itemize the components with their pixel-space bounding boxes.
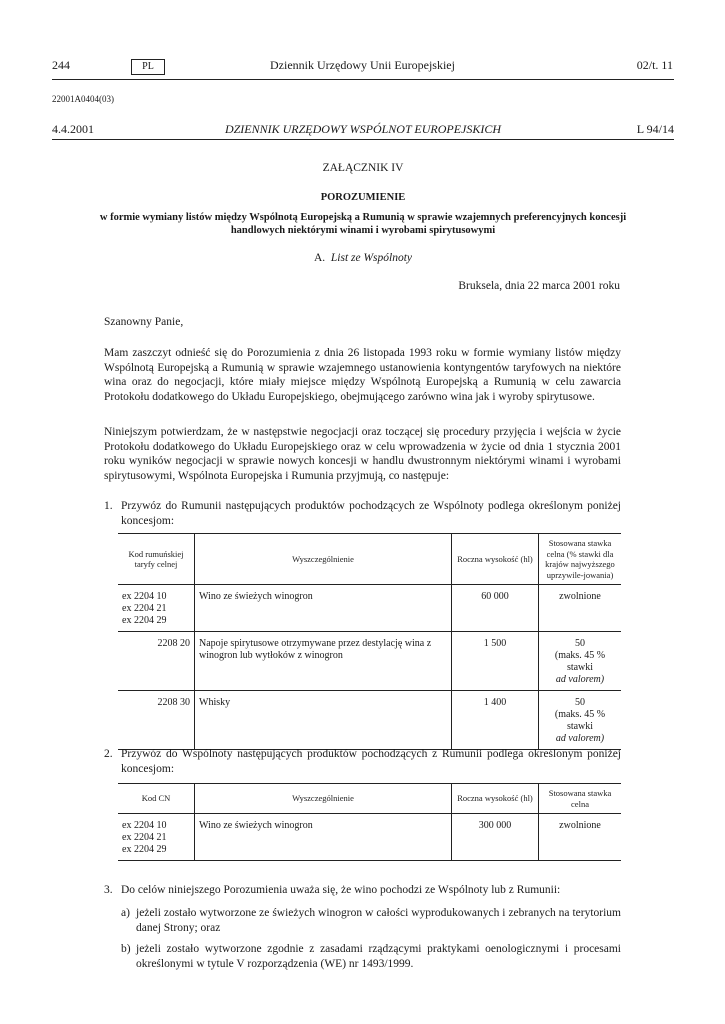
- tariff-code-cell: 2208 20: [118, 632, 195, 691]
- duty-rate-value: zwolnione: [559, 591, 601, 602]
- agreement-subtitle-line1: w formie wymiany listów między Wspólnotą Europejską a Rumunią w sprawie wzajemnych preferencyjnych koncesji: [99, 212, 627, 223]
- letter-prefix: A.: [313, 252, 326, 264]
- community-import-table: [118, 783, 621, 861]
- volume-number: 02/t. 11: [636, 58, 673, 72]
- col-header-quantity: Roczna wysokość (hl): [452, 784, 539, 814]
- original-journal-header: [52, 122, 674, 138]
- point-3-number: 3.: [104, 884, 113, 896]
- duty-rate-ad-valorem: ad valorem): [555, 674, 605, 685]
- point-2: [104, 747, 621, 776]
- header-rule: [52, 79, 674, 80]
- paragraph-2: Niniejszym potwierdzam, że w następstwie negocjacji oraz toczącej się procedury przyjęcia i wejścia w życie Protokołu dodatkowego do Układu Europejskiego oraz w celu wprowadzenia w życie od dnia 1 stycznia 2001 roku wyników negocjacji w sprawie nowych koncesji w handlu dwustronnym niektórymi winami i wyrobami spirytusowymi, Wspólnota Europejska i Rumunia przyjmują, co następuje:: [104, 426, 621, 482]
- col-header-description: Wyszczególnienie: [195, 534, 452, 585]
- cn-code: ex 2204 29: [122, 844, 167, 855]
- point-3b: [121, 942, 621, 971]
- cn-code-cell: [118, 814, 195, 861]
- table-row: [118, 691, 621, 750]
- table-row: [118, 585, 621, 632]
- description-cell: Wino ze świeżych winogron: [195, 814, 452, 861]
- table-row: [118, 814, 621, 861]
- col-header-description: Wyszczególnienie: [195, 784, 452, 814]
- running-header: [30, 58, 695, 76]
- language-badge: PL: [131, 59, 165, 75]
- col-header-tariff-code: Kod rumuńskiej taryfy celnej: [118, 534, 195, 585]
- duty-rate-cell: [539, 585, 622, 632]
- duty-rate-note: (maks. 45 % stawki: [554, 709, 606, 732]
- duty-rate-value: 50: [575, 697, 585, 708]
- cn-code: ex 2204 21: [122, 832, 167, 843]
- dateline: Bruksela, dnia 22 marca 2001 roku: [458, 280, 620, 292]
- col-header-duty-rate: Stosowana stawka celna (% stawki dla krajów najwyższego uprzywile-jowania): [539, 534, 622, 585]
- annex-title: ZAŁĄCZNIK IV: [322, 162, 404, 174]
- point-1: [104, 499, 621, 528]
- col-header-quantity: Roczna wysokość (hl): [452, 534, 539, 585]
- salutation: Szanowny Panie,: [104, 316, 184, 328]
- table-header-row: [118, 534, 621, 585]
- quantity-cell: 1 400: [452, 691, 539, 750]
- description-cell: Napoje spirytusowe otrzymywane przez destylację wina z winogron lub wytłoków z winogron: [195, 632, 452, 691]
- agreement-subtitle: [52, 211, 674, 237]
- point-3b-letter: b): [121, 943, 131, 955]
- col-header-cn-code: Kod CN: [118, 784, 195, 814]
- tariff-code-cell: 2208 30: [118, 691, 195, 750]
- quantity-cell: 1 500: [452, 632, 539, 691]
- duty-rate-cell: [539, 632, 622, 691]
- celex-number: 22001A0404(03): [52, 94, 114, 104]
- journal-reference: L 94/14: [636, 122, 674, 136]
- point-3a-text: jeżeli zostało wytworzone ze świeżych winogron w całości wyprodukowanych i zebranych na terytorium danej Strony; oraz: [136, 907, 621, 934]
- point-2-number: 2.: [104, 748, 113, 760]
- point-3a-letter: a): [121, 907, 130, 919]
- journal-title: Dziennik Urzędowy Unii Europejskiej: [270, 58, 455, 72]
- romania-import-table: [118, 533, 621, 750]
- point-3a: [121, 906, 621, 935]
- tariff-code-cell: [118, 585, 195, 632]
- col-header-duty-rate: Stosowana stawka celna: [539, 784, 622, 814]
- point-1-number: 1.: [104, 500, 113, 512]
- tariff-code: ex 2204 21: [122, 603, 167, 614]
- paragraph-1: Mam zaszczyt odnieść się do Porozumienia z dnia 26 listopada 1993 roku w formie wymiany listów między Wspólnotą Europejską a Rumunią w sprawie wzajemnego ustanowienia kontyngentów taryfowych na niektóre wina oraz do negocjacji, które miały miejsce między Wspólnotą Europejską a Rumunią w celu zawarcia Protokołu dodatkowego do Układu Europejskiego, obejmującego zarówno wina jak i wyroby spirytusowe.: [104, 347, 621, 403]
- cn-code: ex 2204 10: [122, 820, 167, 831]
- point-2-text: Przywóz do Wspólnoty następujących produktów pochodzących z Rumunii podlega określonym poniżej koncesjom:: [121, 748, 621, 775]
- duty-rate-cell: zwolnione: [539, 814, 622, 861]
- description-cell: Whisky: [195, 691, 452, 750]
- quantity-cell: 60 000: [452, 585, 539, 632]
- point-3-text: Do celów niniejszego Porozumienia uważa się, że wino pochodzi ze Wspólnoty lub z Rumunii:: [121, 884, 561, 896]
- description-cell: Wino ze świeżych winogron: [195, 585, 452, 632]
- letter-heading: [52, 252, 674, 264]
- page-number: 244: [52, 58, 70, 72]
- table-header-row: [118, 784, 621, 814]
- agreement-title: POROZUMIENIE: [320, 192, 406, 203]
- duty-rate-value: 50: [575, 638, 585, 649]
- tariff-code: ex 2204 10: [122, 591, 167, 602]
- publication-date: 4.4.2001: [52, 122, 94, 136]
- original-journal-title: DZIENNIK URZĘDOWY WSPÓLNOT EUROPEJSKICH: [224, 122, 502, 136]
- duty-rate-cell: [539, 691, 622, 750]
- quantity-cell: 300 000: [452, 814, 539, 861]
- subheader-rule: [52, 139, 674, 140]
- point-3b-text: jeżeli zostało wytworzone zgodnie z zasadami rządzącymi praktykami oenologicznymi i procesami określonymi w tytule V rozporządzenia (WE) nr 1493/1999.: [136, 943, 621, 970]
- table-row: [118, 632, 621, 691]
- agreement-subtitle-line2: handlowych niektórymi winami i wyrobami spirytusowymi: [230, 225, 496, 236]
- letter-title: List ze Wspólnoty: [330, 252, 413, 264]
- duty-rate-ad-valorem: ad valorem): [555, 733, 605, 744]
- duty-rate-note: (maks. 45 % stawki: [554, 650, 606, 673]
- tariff-code: ex 2204 29: [122, 615, 167, 626]
- point-1-text: Przywóz do Rumunii następujących produktów pochodzących ze Wspólnoty podlega określonym poniżej koncesjom:: [121, 500, 621, 527]
- point-3: [104, 883, 621, 898]
